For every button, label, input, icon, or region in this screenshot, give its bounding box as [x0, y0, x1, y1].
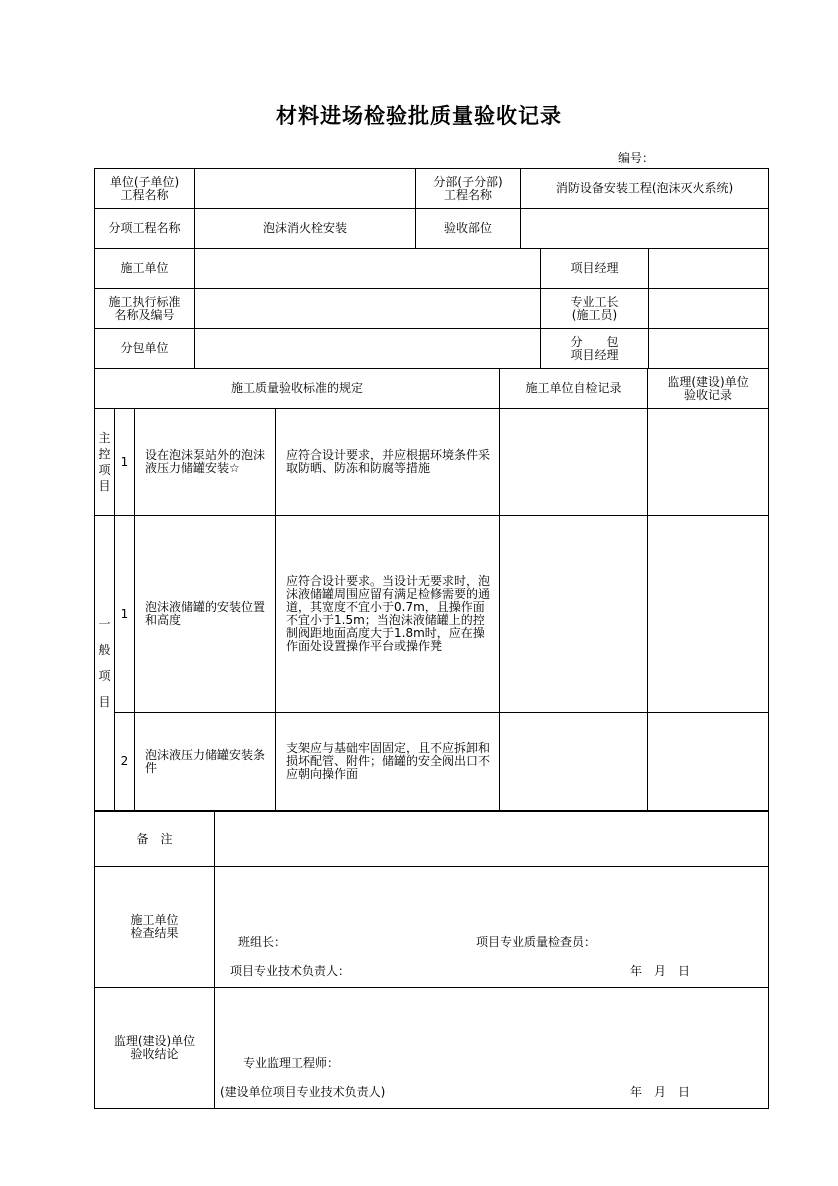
remarks-field[interactable] [215, 812, 769, 867]
constructor-field[interactable] [195, 249, 541, 289]
main-items-group-label: 主控项目 [95, 409, 115, 516]
acceptance-part-field[interactable] [521, 209, 769, 249]
self-check-cell[interactable] [500, 713, 648, 811]
division-value[interactable]: 消防设备安装工程(泡沫灭火系统) [521, 169, 769, 209]
project-manager-field[interactable] [649, 249, 769, 289]
sub-pm-label: 分 包 项目经理 [541, 329, 649, 369]
division-label: 分部(子分部) 工程名称 [416, 169, 521, 209]
foreman-label: 专业工长 (施工员) [541, 289, 649, 329]
header-table-2 [94, 248, 769, 369]
supervision-label: 监理(建设)单位 验收结论 [95, 988, 215, 1109]
item-number: 2 [115, 713, 135, 811]
item-requirement: 应符合设计要求。当设计无要求时，泡沫液储罐周围应留有满足检修需要的通道，其宽度不宜小于0.7m，且操作面不宜小于1.5m；当泡沫液储罐上的控制阀距地面高度大于1.8m时，应在操作面处设置操作平台或操作凳 [276, 516, 500, 713]
header-table [94, 168, 769, 249]
item-name: 泡沫液储罐的安装位置和高度 [135, 516, 276, 713]
standard-field[interactable] [195, 289, 541, 329]
quality-inspector-label: 项目专业质量检查员： [476, 935, 597, 949]
subitem-label: 分项工程名称 [95, 209, 195, 249]
item-requirement: 应符合设计要求，并应根据环境条件采取防晒、防冻和防腐等措施 [276, 409, 500, 516]
record-number-label: 编号： [618, 151, 655, 165]
supervisor-cell[interactable] [648, 713, 769, 811]
item-number: 1 [115, 409, 135, 516]
self-check-cell[interactable] [500, 516, 648, 713]
unit-name-label: 单位(子单位) 工程名称 [95, 169, 195, 209]
item-name: 设在泡沫泵站外的泡沫液压力储罐安装☆ [135, 409, 276, 516]
unit-name-field[interactable] [195, 169, 416, 209]
supervisor-cell[interactable] [648, 409, 769, 516]
tech-lead-label: 项目专业技术负责人： [230, 964, 351, 978]
column-supervisor-header: 监理(建设)单位 验收记录 [648, 369, 769, 409]
construction-check-label: 施工单位 检查结果 [95, 867, 215, 988]
owner-representative-label: (建设单位项目专业技术负责人) [220, 1085, 386, 1099]
page-title: 材料进场检验批质量验收记录 [276, 104, 562, 128]
sub-pm-field[interactable] [649, 329, 769, 369]
construction-check-field[interactable] [215, 867, 769, 988]
foreman-field[interactable] [649, 289, 769, 329]
construction-date: 年 月 日 [630, 964, 691, 978]
subcontract-label: 分包单位 [95, 329, 195, 369]
column-self-check-header: 施工单位自检记录 [500, 369, 648, 409]
item-name: 泡沫液压力储罐安装条件 [135, 713, 276, 811]
items-table [94, 368, 769, 811]
item-number: 1 [115, 516, 135, 713]
project-manager-label: 项目经理 [541, 249, 649, 289]
supervising-engineer-label: 专业监理工程师： [243, 1056, 340, 1070]
subitem-value[interactable]: 泡沫消火栓安装 [195, 209, 416, 249]
subcontract-field[interactable] [195, 329, 541, 369]
self-check-cell[interactable] [500, 409, 648, 516]
item-requirement: 支架应与基础牢固固定，且不应拆卸和损坏配管、附件；储罐的安全阀出口不应朝向操作面 [276, 713, 500, 811]
remarks-label: 备 注 [95, 812, 215, 867]
supervision-date: 年 月 日 [630, 1085, 691, 1099]
standard-label: 施工执行标准 名称及编号 [95, 289, 195, 329]
conclusion-table [94, 811, 769, 1109]
supervisor-cell[interactable] [648, 516, 769, 713]
team-leader-label: 班组长： [238, 935, 287, 949]
column-standard-header: 施工质量验收标准的规定 [95, 369, 500, 409]
supervision-field[interactable] [215, 988, 769, 1109]
general-items-group-label: 一般项目 [95, 516, 115, 811]
constructor-label: 施工单位 [95, 249, 195, 289]
acceptance-part-label: 验收部位 [416, 209, 521, 249]
